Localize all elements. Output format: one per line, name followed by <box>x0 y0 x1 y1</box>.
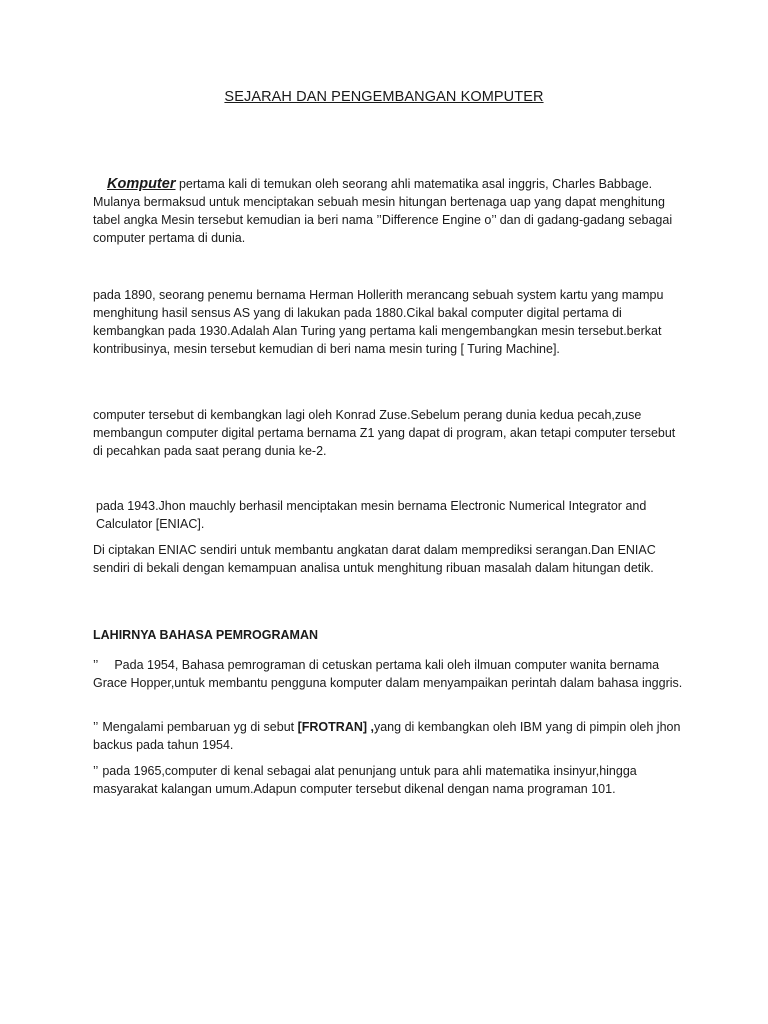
quote-mark: ’’ <box>93 764 99 778</box>
paragraph-zuse: computer tersebut di kembangkan lagi oleh Konrad Zuse.Sebelum perang dunia kedua pecah,zuse membangun computer digital pertama bernama Z1 yang dapat di program, akan tetapi computer tersebut di pecahkan pada saat perang dunia ke-2. <box>93 408 676 458</box>
paragraph-intro <box>93 175 683 247</box>
paragraph-1954 <box>93 656 683 692</box>
page-title: SEJARAH DAN PENGEMBANGAN KOMPUTER <box>224 89 544 105</box>
paragraph-1965-text: pada 1965,computer di kenal sebagai alat penunjang untuk para ahli matematika insinyur,hingga masyarakat kalangan umum.Adapun computer tersebut dikenal dengan nama programan 101. <box>93 764 637 796</box>
paragraph-intro-text: pertama kali di temukan oleh seorang ahli matematika asal inggris, Charles Babbage. Mulanya bermaksud untuk menciptakan sebuah mesin hitungan bertenaga uap yang dapat menghitung tabel angka Mesin tersebut kemudian ia beri nama ’’Difference Engine o’’ dan di gadang-gadang sebagai computer pertama di dunia. <box>93 177 673 245</box>
paragraph-eniac-purpose: Di ciptakan ENIAC sendiri untuk membantu angkatan darat dalam memprediksi serangan.Dan ENIAC sendiri di bekali dengan kemampuan analisa untuk menghitung ribuan masalah dalam hitungan detik. <box>93 543 656 575</box>
quote-mark: ’’ <box>93 720 99 734</box>
section-heading: LAHIRNYA BAHASA PEMROGRAMAN <box>93 628 319 642</box>
paragraph-1954-text: Pada 1954, Bahasa pemrograman di cetuskan pertama kali oleh ilmuan computer wanita bernama Grace Hopper,untuk membantu pengguna komputer dalam menyampaikan perintah dalam bahasa inggris. <box>93 658 683 690</box>
paragraph-frotran <box>93 718 683 754</box>
frotran-term: [FROTRAN] , <box>297 720 374 734</box>
paragraph-hollerith: pada 1890, seorang penemu bernama Herman Hollerith merancang sebuah system kartu yang mampu menghitung hasil sensus AS yang di lakukan pada 1880.Cikal bakal computer digital pertama di kembangkan pada 1930.Adalah Alan Turing yang pertama kali mengembangkan mesin tersebut.berkat kontribusinya, mesin tersebut kemudian di beri nama mesin turing [ Turing Machine]. <box>93 288 664 356</box>
paragraph-1965 <box>93 762 683 798</box>
paragraph-frotran-before: Mengalami pembaruan yg di sebut <box>102 720 298 734</box>
keyword-komputer: Komputer <box>107 176 176 192</box>
paragraph-eniac: pada 1943.Jhon mauchly berhasil menciptakan mesin bernama Electronic Numerical Integrator and Calculator [ENIAC]. <box>96 499 647 531</box>
quote-mark: ’’ <box>93 658 99 672</box>
paragraph-frotran-after: yang di kembangkan oleh IBM yang di pimpin oleh jhon backus pada tahun 1954. <box>93 720 681 752</box>
